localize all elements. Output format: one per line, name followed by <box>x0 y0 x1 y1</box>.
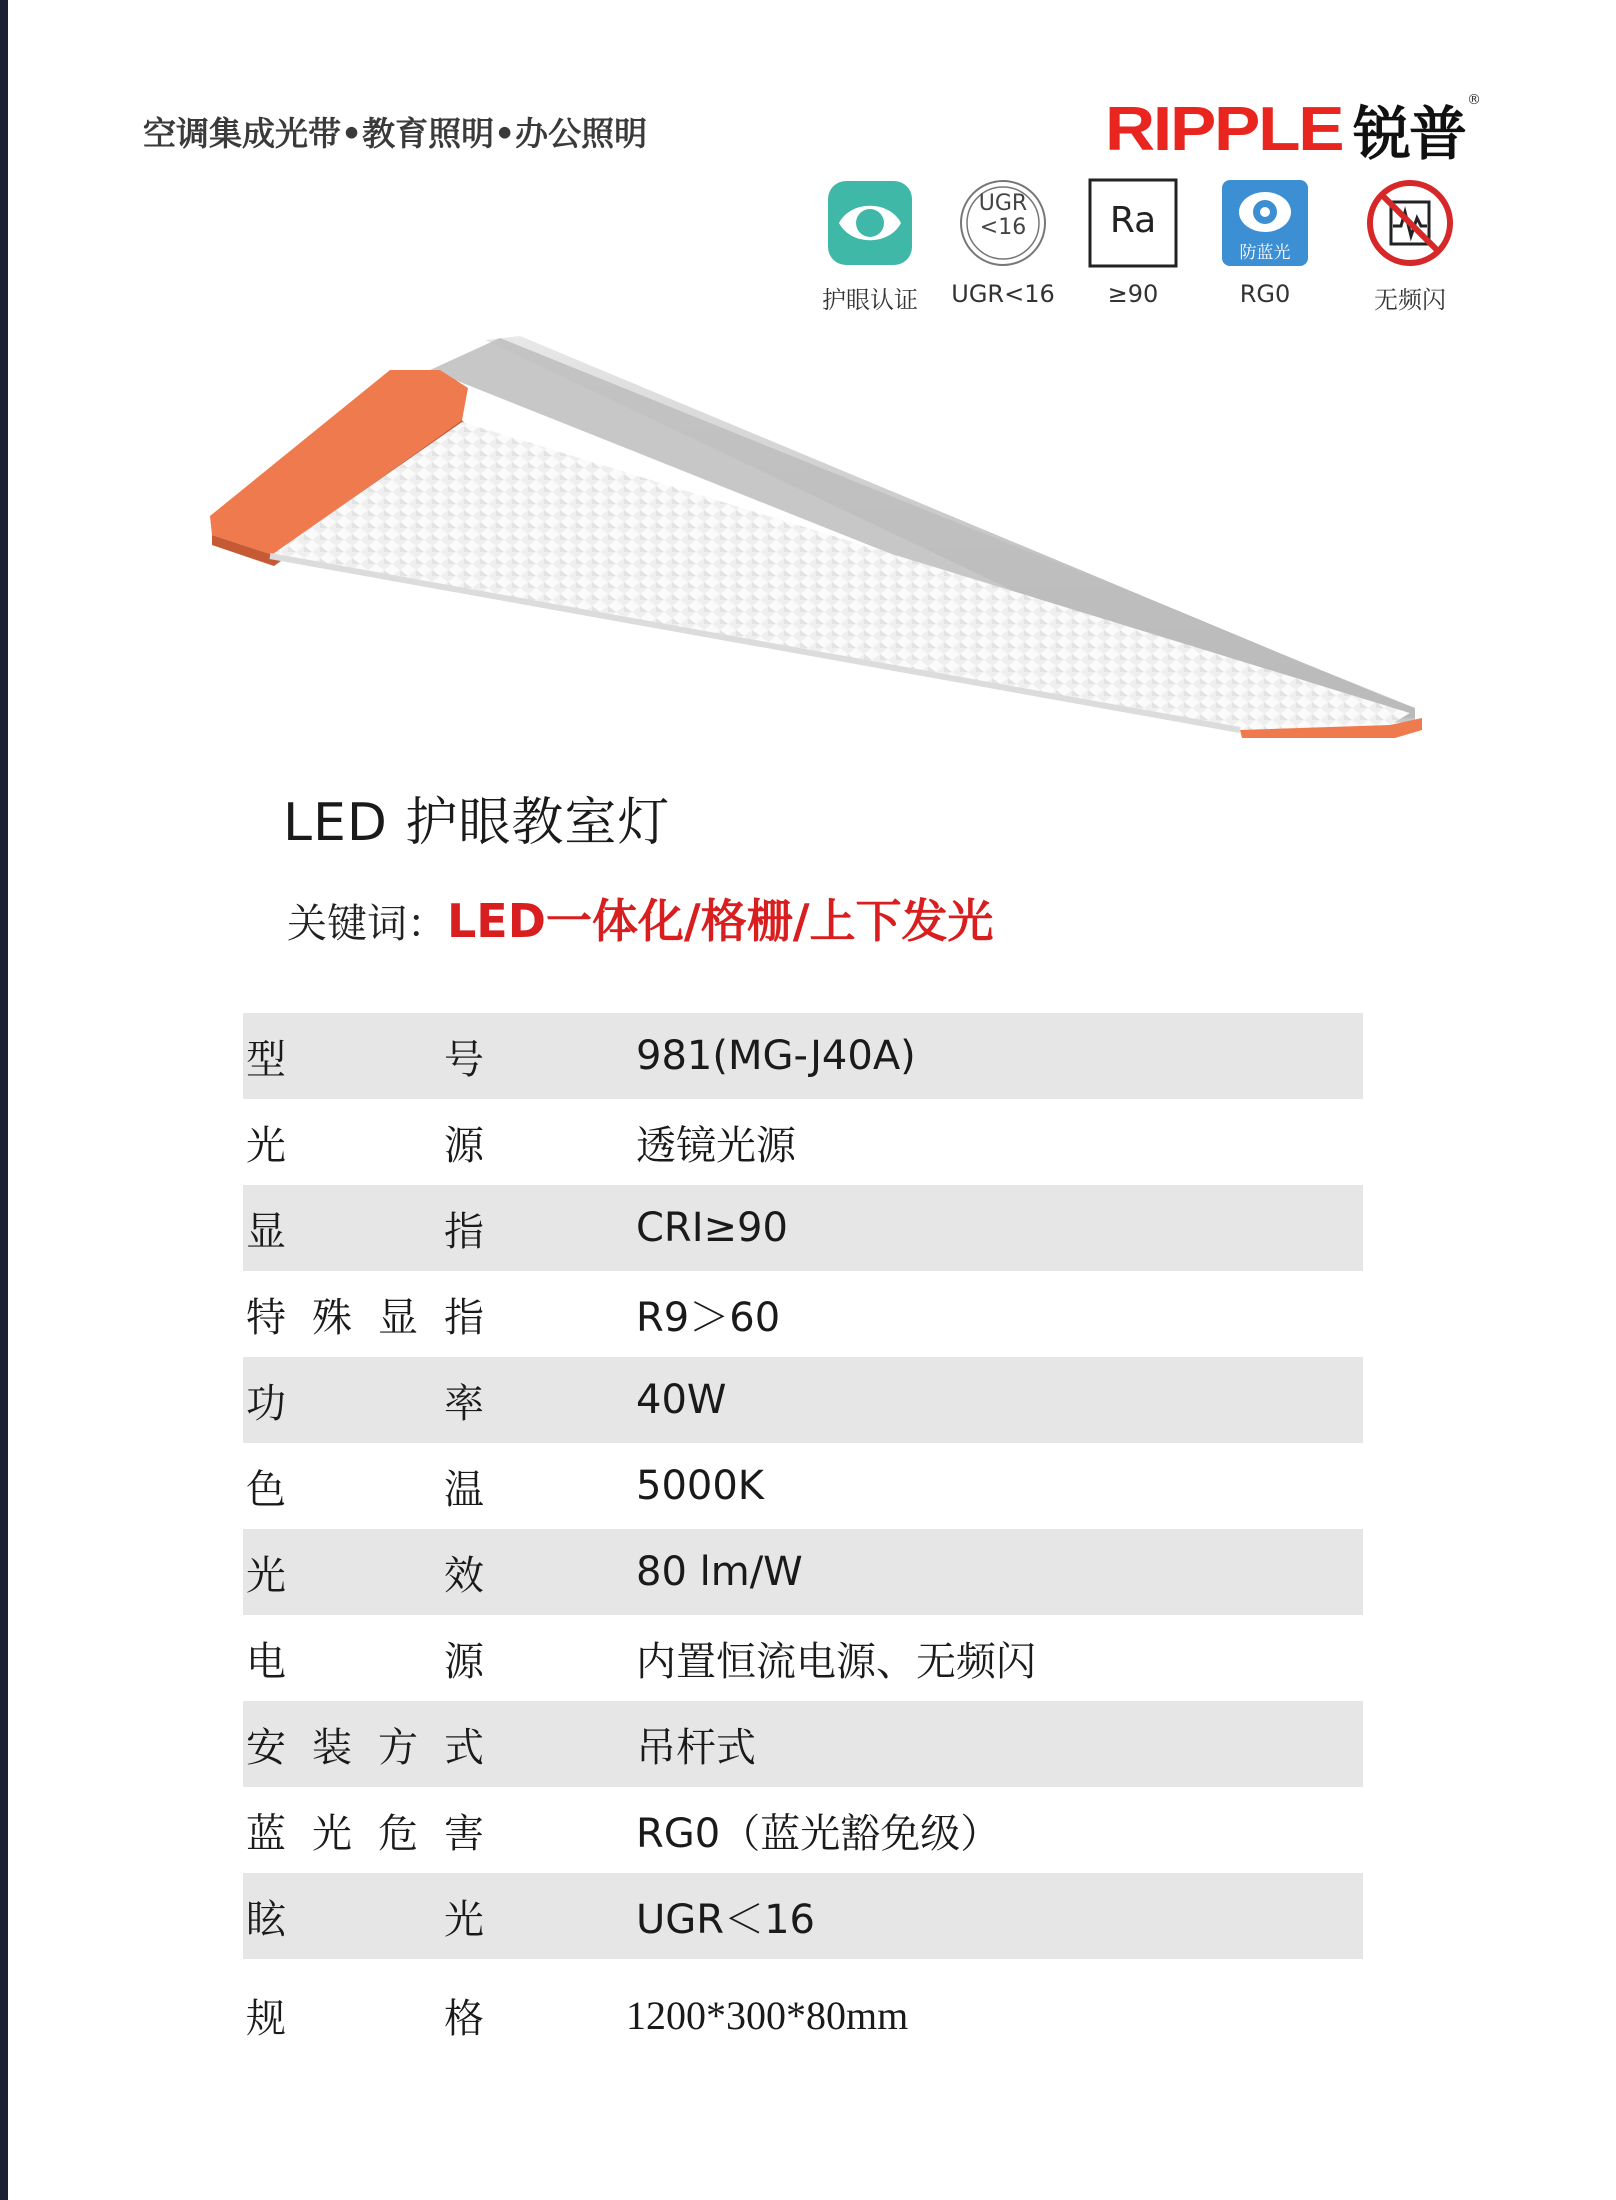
spec-row-model <box>243 1013 1363 1099</box>
left-edge-bar <box>0 0 8 2200</box>
brand-logo <box>1105 92 1481 168</box>
spec-label: 安 装 方 式 <box>246 1724 484 1771</box>
spec-value: CRI≥90 <box>636 1205 788 1251</box>
spec-row-power-supply <box>243 1615 1363 1701</box>
spec-value: 40W <box>636 1377 727 1423</box>
anti-blue-light-icon <box>1220 178 1310 268</box>
spec-row-glare <box>243 1873 1363 1959</box>
spec-value: 1200*300*80mm <box>626 1992 909 2038</box>
spec-row-cri <box>243 1185 1363 1271</box>
badge-anti-blue-light <box>1195 178 1335 308</box>
spec-value: 981(MG-J40A) <box>636 1033 916 1079</box>
spec-row-power <box>243 1357 1363 1443</box>
brand-name-chinese: 锐普 <box>1352 100 1465 168</box>
spec-value: UGR＜16 <box>636 1896 815 1943</box>
spec-value: 80 lm/W <box>636 1549 803 1595</box>
spec-value: 透镜光源 <box>636 1122 796 1169</box>
spec-value: 内置恒流电源、无频闪 <box>636 1638 1036 1685</box>
badge-caption: 无频闪 <box>1374 286 1446 314</box>
badge-ra <box>1063 178 1203 308</box>
spec-row-installation <box>243 1701 1363 1787</box>
ugr-icon-text-top: UGR <box>978 191 1028 216</box>
registered-mark: ® <box>1466 92 1481 108</box>
spec-row-blue-light-hazard <box>243 1787 1363 1873</box>
anti-blue-light-icon-text: 防蓝光 <box>1239 243 1291 263</box>
badge-caption: UGR<16 <box>951 280 1055 308</box>
spec-label: 显 指 <box>246 1208 484 1255</box>
spec-label: 规 格 <box>246 1995 484 2042</box>
product-keywords <box>287 885 994 951</box>
ra-icon <box>1088 178 1178 268</box>
certification-badges <box>800 178 1480 318</box>
badge-caption: RG0 <box>1239 280 1291 308</box>
spec-label: 电 源 <box>246 1638 484 1685</box>
keywords-label: 关键词： <box>287 901 447 947</box>
spec-value: R9＞60 <box>636 1294 781 1341</box>
spec-label: 功 率 <box>246 1380 484 1427</box>
ra-icon-text: Ra <box>1109 200 1157 241</box>
badge-caption: ≥90 <box>1107 280 1159 308</box>
brand-name-latin: RIPPLE <box>1105 94 1343 164</box>
eye-care-icon <box>825 178 915 268</box>
keywords-value: LED一体化/格栅/上下发光 <box>447 894 994 948</box>
spec-row-efficacy <box>243 1529 1363 1615</box>
spec-row-light-source <box>243 1099 1363 1185</box>
no-flicker-icon <box>1365 178 1455 268</box>
badge-eye-care <box>800 178 940 315</box>
header-tagline: 空调集成光带•教育照明•办公照明 <box>143 114 648 153</box>
spec-row-dimensions <box>243 1959 1363 2071</box>
spec-label: 光 效 <box>246 1552 484 1599</box>
spec-table <box>243 1013 1363 2071</box>
spec-value: 5000K <box>636 1463 765 1509</box>
spec-row-r9 <box>243 1271 1363 1357</box>
spec-label: 光 源 <box>246 1122 484 1169</box>
ugr-icon-text-bottom: <16 <box>979 215 1027 240</box>
badge-caption: 护眼认证 <box>822 286 918 314</box>
spec-label: 特 殊 显 指 <box>246 1294 484 1341</box>
ugr-icon <box>958 178 1048 268</box>
spec-label: 色 温 <box>246 1466 484 1513</box>
badge-ugr <box>933 178 1073 308</box>
spec-label: 眩 光 <box>246 1896 484 1943</box>
spec-value: 吊杆式 <box>636 1724 756 1771</box>
spec-label: 型 号 <box>246 1036 484 1083</box>
product-image-led-panel <box>200 330 1440 750</box>
product-title: LED 护眼教室灯 <box>283 793 671 853</box>
spec-value: RG0（蓝光豁免级） <box>636 1810 1001 1857</box>
spec-label: 蓝 光 危 害 <box>246 1810 484 1857</box>
badge-no-flicker <box>1340 178 1480 315</box>
spec-row-color-temp <box>243 1443 1363 1529</box>
